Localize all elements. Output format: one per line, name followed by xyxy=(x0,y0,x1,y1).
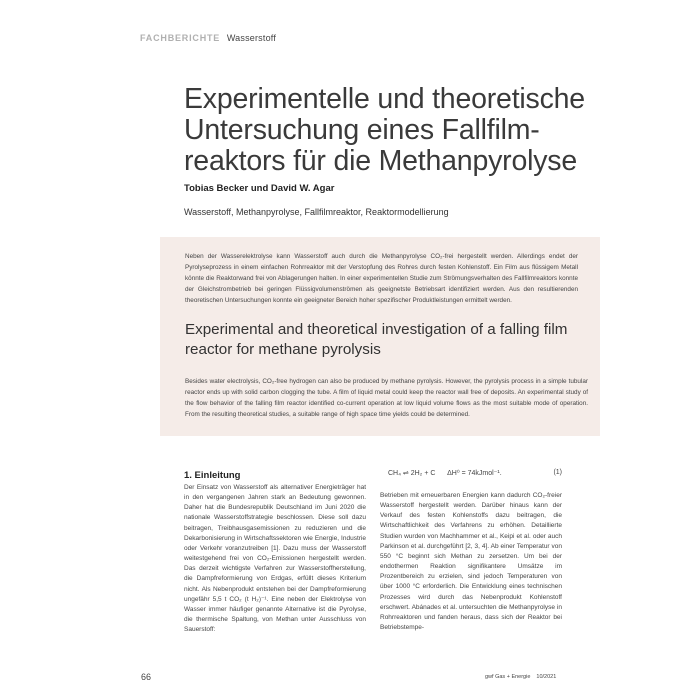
article-title: Experimentelle und theoretische Untersuchung eines Fallfilmreaktors für die Methanpyrolyse xyxy=(184,83,585,177)
journal-name: gwf Gas + Energie xyxy=(485,674,531,680)
abstract-german: Neben der Wasserelektrolyse kann Wasserstoff auch durch die Methanpyrolyse CO₂-frei hergestellt werden. Allerdings endet der Pyrolyseprozess in einem einfachen Rohrreaktor mit der Verstopfung des Rohres durch festen Kohlenstoff. Ein Film aus flüssigem Metall könnte die Reaktorwand frei von Ablagerungen halten. In einer experimentellen Studie zum Strömungsverhalten des Fallfilmreaktors konnte der Gleichstrombetrieb bei geringen Flüssigvolumenströmen als geeignetste Betriebsart identifiziert werden. Aus den resultierenden theoretischen Untersuchungen konnte ein geeigneter Bereich hoher spezifischer Produktleistungen ermittelt werden. xyxy=(185,253,578,304)
abstract-english: Besides water electrolysis, CO₂-free hydrogen can also be produced by methane pyrolysis. However, the pyrolysis process in a simple tubular reactor ends up with solid carbon clogging the tube. A film of liquid metal could keep the reactor wall free of deposits. An experimental study of the flow behavior of the falling film reactor identified co-current operation at low liquid volume flows as the most suitable mode of operation. From the resulting theoretical studies, a suitable range of high space time yields could be determined. xyxy=(185,378,588,419)
authors: Tobias Becker und David W. Agar xyxy=(184,183,335,194)
keywords: Wasserstoff, Methanpyrolyse, Fallfilmreaktor, Reaktormodellierung xyxy=(184,207,449,217)
section-heading: 1. Einleitung xyxy=(184,470,241,481)
section-body-text: Der Einsatz von Wasserstoff als alternativer Energieträger hat in den vergangenen Jahren stark an Bedeutung gewonnen. Daher hat die Bundesrepublik Deutschland im Juni 2020 die nationale Wasserstoffstrategie beschlossen. Diese soll dazu beitragen, Treibhausgasemissionen zu reduzieren und die Dekarbonisierung in Wirtschaftssektoren wie Energie, Industrie oder Verkehr voranzutreiben [1]. Dazu muss der Wasserstoff weitestgehend frei von CO₂-Emissionen hergestellt werden. Das derzeit wichtigste Verfahren zur Wasserstoffherstellung, die Dampfreformierung von Erdgas, erfüllt dieses Kriterium nicht. Als Nebenprodukt entstehen bei der Dampfreformierung ungefähr 5,5 t CO₂ (t H₂)⁻¹. Eine neben der Elektrolyse von Wasser immer häufiger genannte Alternative ist die Pyrolyse, die thermische Spaltung, von Methan unter Ausschluss von Sauerstoff: xyxy=(184,484,366,634)
column-left xyxy=(184,470,366,635)
section-label: FACHBERICHTE xyxy=(140,33,221,43)
equation-text: CH₄ ⇌ 2H₂ + C ΔH⁰ = 74kJmol⁻¹. xyxy=(388,470,502,477)
column-right-text: Betrieben mit erneuerbaren Energien kann dadurch CO₂-freier Wasserstoff hergestellt werden. Darüber hinaus kann der Verkauf des festen Kohlenstoffs dazu beitragen, die Wirtschaftlichkeit des Verfahrens zu erhöhen. Detaillierte Studien wurden von Machhammer et al., Keipi et al. oder auch Parkinson et al. durchgeführt [2, 3, 4]. Ab einer Temperatur von 550 °C beginnt sich Methan zu zersetzen. Um bei der endothermen Reaktion signifikantere Umsätze im Prozentbereich zu erzielen, sind jedoch Temperaturen von über 1000 °C erforderlich. Die Entwicklung eines technischen Prozesses wird durch das Nebenprodukt Kohlenstoff erschwert. Abánades et al. untersuchten die Methanpyrolyse in Rohrreaktoren und fanden heraus, dass sich der Reaktor bei Betriebstempe- xyxy=(380,492,562,632)
equation-number: (1) xyxy=(553,469,562,476)
journal-issue: 10/2021 xyxy=(536,674,557,680)
english-title: Experimental and theoretical investigation of a falling film reactor for methane pyrolysis xyxy=(185,321,568,358)
running-header xyxy=(140,33,276,43)
journal-footer xyxy=(485,674,556,680)
equation xyxy=(388,469,562,477)
page-number: 66 xyxy=(141,672,152,682)
topic-label: Wasserstoff xyxy=(226,33,277,43)
